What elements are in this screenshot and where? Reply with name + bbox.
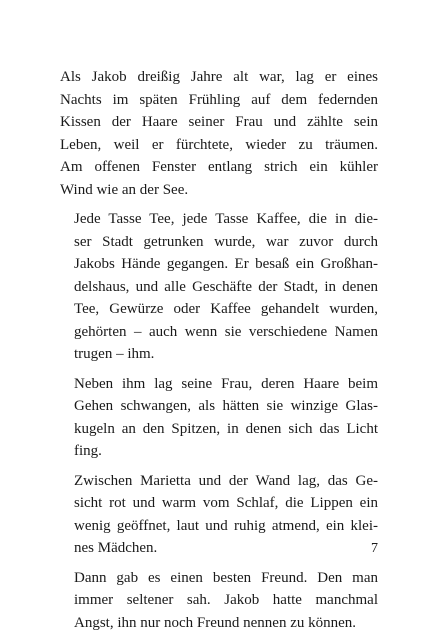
- page-number: 7: [371, 541, 378, 556]
- text-line: Leben, weil er fürchtete, wieder zu träumen.: [60, 136, 378, 153]
- paragraph-2: [60, 208, 378, 366]
- paragraph-4: [60, 470, 378, 560]
- text-line: wenig geöffnet, laut und ruhig atmend, ein klei-: [74, 517, 378, 534]
- text-line: sicht rot und warm vom Schlaf, die Lippen ein: [74, 495, 378, 511]
- text-line: delshaus, und alle Geschäfte der Stadt, in denen: [74, 278, 378, 295]
- text-line: Am offenen Fenster entlang strich ein kühler: [60, 159, 378, 175]
- text-line: ser Stadt getrunken wurde, war zuvor durch: [74, 233, 378, 250]
- text-line: trugen – ihm.: [74, 346, 155, 362]
- body-text: [60, 66, 378, 641]
- text-line: fing.: [74, 443, 102, 459]
- text-line: Kissen der Haare seiner Frau und zählte sein: [60, 114, 378, 130]
- text-line: Als Jakob dreißig Jahre alt war, lag er eines: [60, 69, 378, 85]
- text-line: Angst, ihn nur noch Freund nennen zu können.: [74, 614, 357, 631]
- text-line: Gehen schwangen, als hätten sie winzige Glas-: [74, 398, 378, 414]
- paragraph-3: [60, 373, 378, 463]
- text-line: nes Mädchen.: [74, 540, 158, 556]
- paragraph-5: [60, 567, 378, 635]
- text-line: Nachts im späten Frühling auf dem federnden: [60, 91, 378, 108]
- text-line: Jede Tasse Tee, jede Tasse Kaffee, die in die-: [74, 211, 378, 227]
- text-line: Tee, Gewürze oder Kaffee gehandelt wurden,: [74, 301, 378, 317]
- text-line: immer seltener sah. Jakob hatte manchmal: [74, 592, 378, 608]
- text-line: Zwischen Marietta und der Wand lag, das Ge-: [74, 472, 378, 489]
- paragraph-1: [60, 66, 378, 201]
- text-line: Neben ihm lag seine Frau, deren Haare beim: [74, 375, 378, 392]
- text-line: gehörten – auch wenn sie verschiedene Namen: [74, 323, 378, 340]
- text-line: Dann gab es einen besten Freund. Den man: [74, 569, 378, 586]
- text-line: Jakobs Hände gegangen. Er besaß ein Großhan-: [74, 256, 378, 272]
- text-line: kugeln an den Spitzen, in denen sich das Licht: [74, 420, 378, 437]
- text-line: Wind wie an der See.: [60, 181, 189, 198]
